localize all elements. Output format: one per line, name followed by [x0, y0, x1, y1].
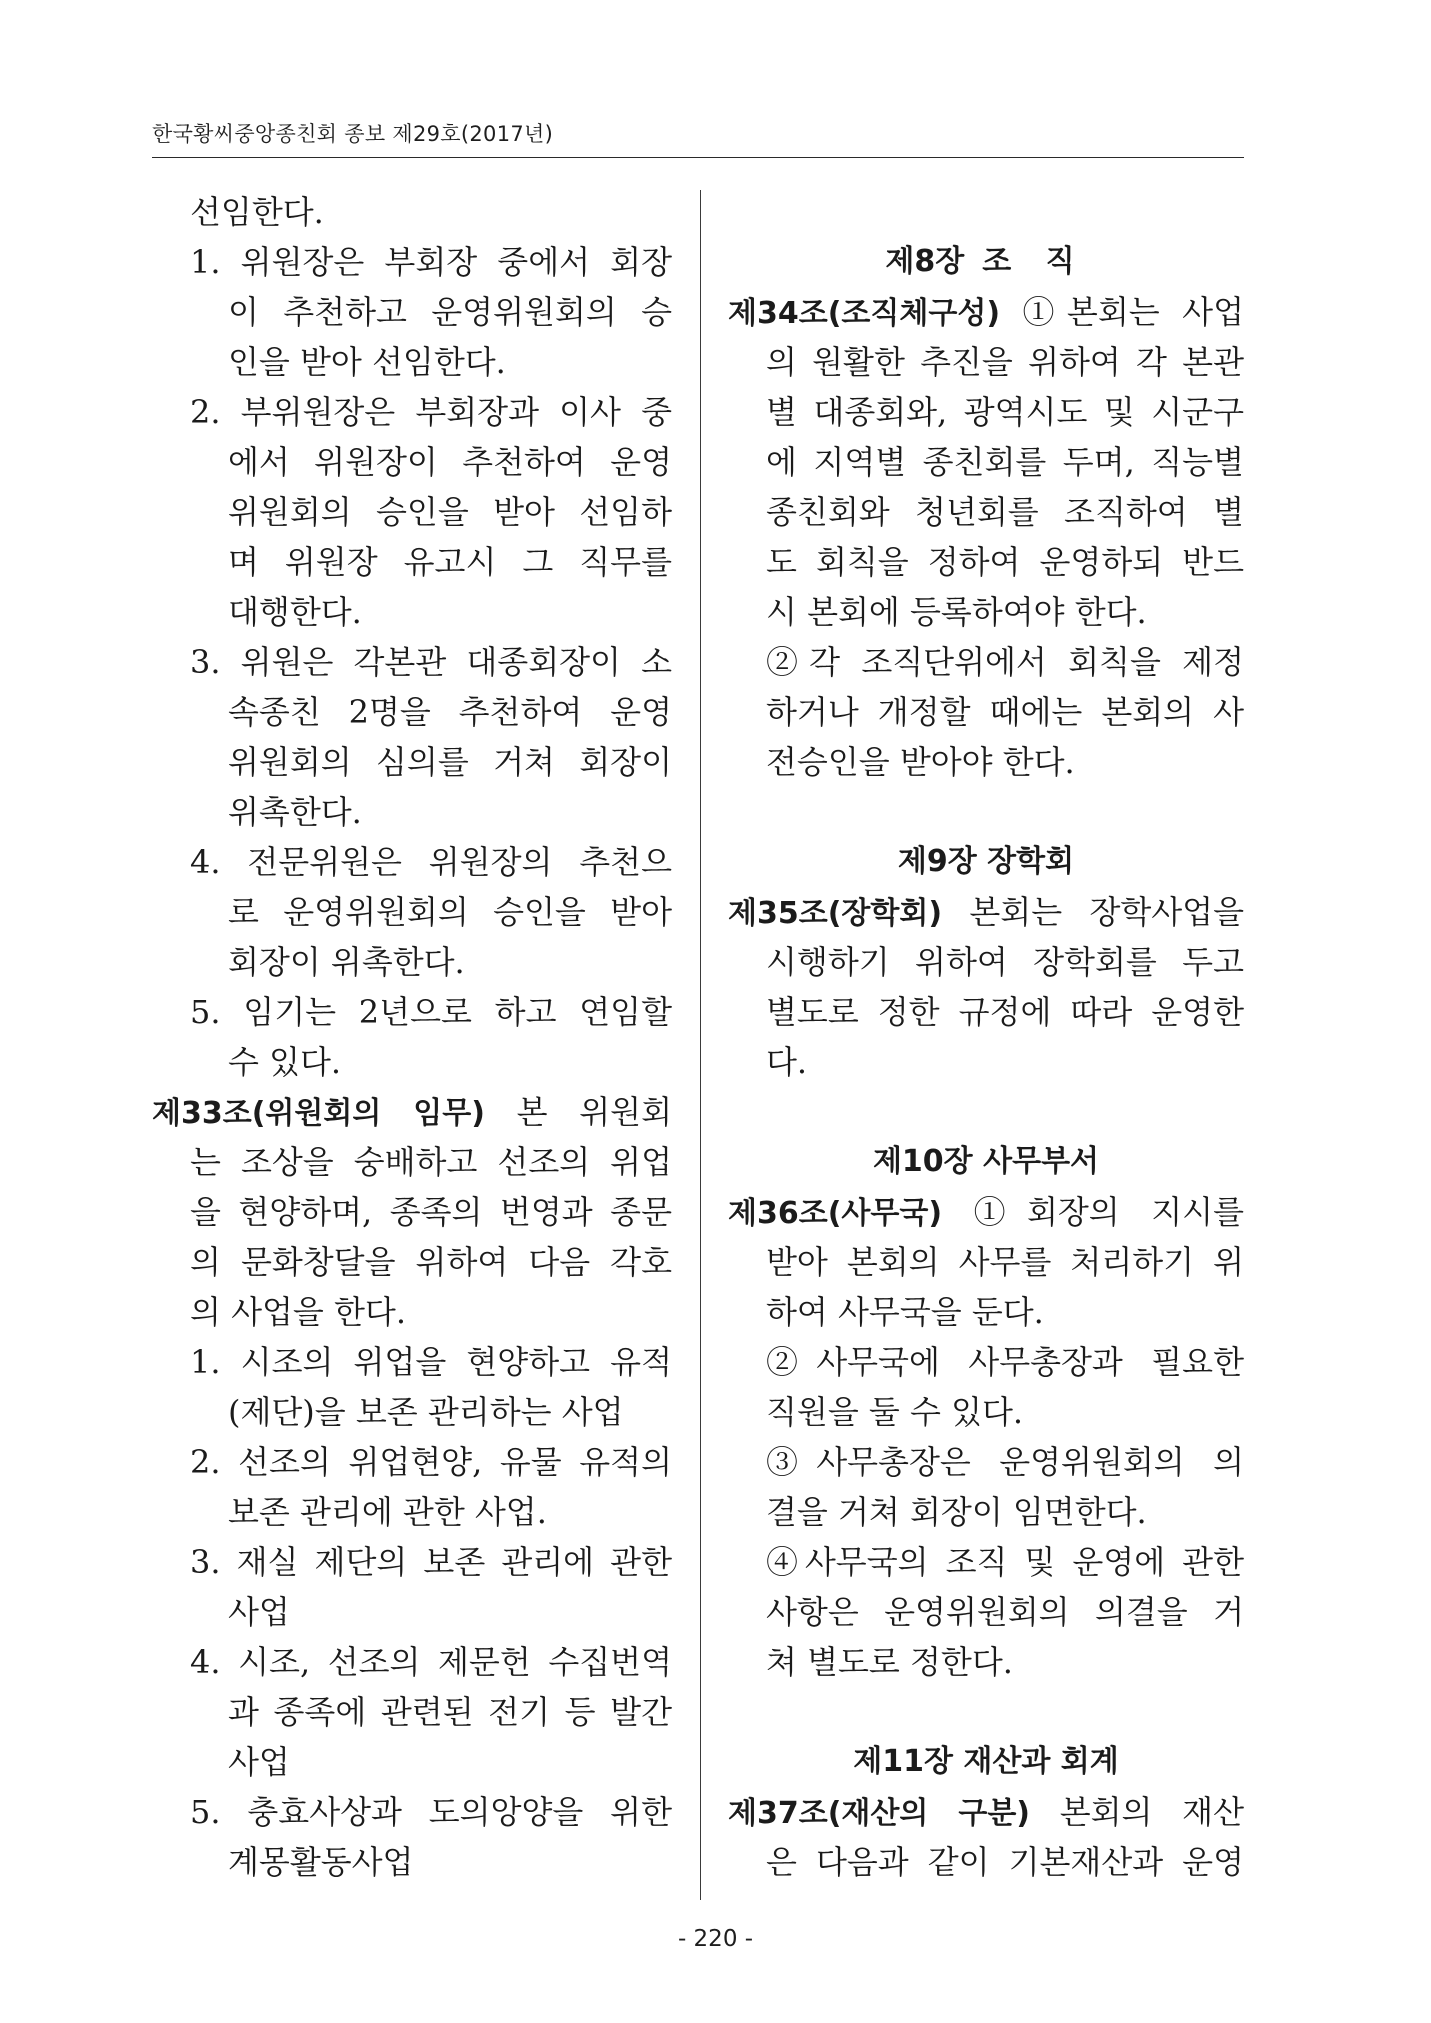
text-line: 대행한다. — [228, 593, 362, 631]
text-line: 쳐 별도로 정한다. — [766, 1643, 1013, 1681]
column-divider — [700, 190, 701, 1900]
article-36-paragraph-4 — [728, 1537, 1244, 1687]
right-column — [728, 187, 1244, 1887]
text-line: 회장이 위촉한다. — [228, 943, 465, 981]
numbered-item — [152, 1337, 672, 1437]
text-line: 다. — [766, 1043, 808, 1081]
article-34-body — [728, 337, 1244, 637]
text-line: 시행하기 위하여 장학회를 두고 — [766, 943, 1244, 981]
text-line: 별 대종회와, 광역시도 및 시군구 — [766, 393, 1244, 431]
committee-duties-list — [152, 1337, 672, 1887]
text-line: 4. 시조, 선조의 제문헌 수집번역 — [190, 1643, 672, 1681]
text-line: 직원을 둘 수 있다. — [766, 1393, 1024, 1431]
text-line: 1. 시조의 위업을 현양하고 유적 — [190, 1343, 672, 1381]
text-line: 사업 — [228, 1743, 290, 1781]
article-37 — [728, 1787, 1244, 1887]
text-line: 하여 사무국을 둔다. — [766, 1293, 1044, 1331]
numbered-item — [152, 987, 672, 1087]
article-34-paragraph-2 — [728, 637, 1244, 787]
member-appointment-list — [152, 237, 672, 1087]
numbered-item — [152, 1537, 672, 1637]
text-line: 시 본회에 등록하여야 한다. — [766, 593, 1147, 631]
numbered-item — [152, 1787, 672, 1887]
article-36-body — [728, 1237, 1244, 1337]
text-line: 도 회칙을 정하여 운영하되 반드 — [766, 543, 1244, 581]
text-line: 3. 재실 제단의 보존 관리에 관한 — [190, 1543, 672, 1581]
text-line: 이 추천하고 운영위원회의 승 — [228, 293, 672, 331]
text-line: 사항은 운영위원회의 의결을 거 — [766, 1593, 1244, 1631]
chapter-9-heading: 제9장 장학회 — [897, 844, 1075, 879]
text-line: 의 문화창달을 위하여 다음 각호 — [190, 1243, 672, 1281]
article-37-first-line-rest: 본회의 재산 — [1030, 1793, 1244, 1831]
text-line: 의 원활한 추진을 위하여 각 본관 — [766, 343, 1244, 381]
text-line: 에 지역별 종친회를 두며, 직능별 — [766, 443, 1244, 481]
text-line: ③사무총장은 운영위원회의 의 — [766, 1443, 1244, 1481]
article-33 — [152, 1087, 672, 1337]
article-35-body — [728, 937, 1244, 1087]
chapter-10-heading: 제10장 사무부서 — [872, 1144, 1100, 1179]
chapter-11-heading: 제11장 재산과 회계 — [853, 1744, 1119, 1779]
numbered-item — [152, 1437, 672, 1537]
numbered-item — [152, 237, 672, 387]
text-line: 위원회의 심의를 거쳐 회장이 — [228, 743, 672, 781]
text-line: 수 있다. — [228, 1043, 342, 1081]
text-line: 며 위원장 유고시 그 직무를 — [228, 543, 672, 581]
text-line: 보존 관리에 관한 사업. — [228, 1493, 547, 1531]
text-line: 종친회와 청년회를 조직하여 별 — [766, 493, 1244, 531]
numbered-item — [152, 637, 672, 837]
text-line: 속종친 2명을 추천하여 운영 — [228, 693, 672, 731]
chapter-8-title: 조 직 — [982, 244, 1087, 279]
text-line: 2. 선조의 위업현양, 유물 유적의 — [190, 1443, 672, 1481]
text-line: (제단)을 보존 관리하는 사업 — [228, 1393, 624, 1431]
chapter-8-heading — [728, 237, 1244, 287]
page-number: - 220 - — [677, 1926, 754, 1952]
numbered-item — [152, 1637, 672, 1787]
header-rule — [152, 157, 1244, 158]
article-34 — [728, 287, 1244, 787]
numbered-item — [152, 387, 672, 637]
text-line: 사업 — [228, 1593, 290, 1631]
article-35-first-line-rest: 본회는 장학사업을 — [942, 893, 1244, 931]
text-line: ②각 조직단위에서 회칙을 제정 — [766, 643, 1244, 681]
article-36-first-line-rest: ①회장의 지시를 — [942, 1193, 1244, 1231]
article-37-body — [728, 1837, 1244, 1887]
text-line: 별도로 정한 규정에 따라 운영한 — [766, 993, 1244, 1031]
article-36-label: 제36조(사무국) — [728, 1196, 943, 1231]
article-35 — [728, 887, 1244, 1087]
text-line: 위원회의 승인을 받아 선임하 — [228, 493, 672, 531]
article-35-label: 제35조(장학회) — [728, 896, 943, 931]
text-line: 전승인을 받아야 한다. — [766, 743, 1075, 781]
text-line: 로 운영위원회의 승인을 받아 — [228, 893, 672, 931]
article-33-first-line-rest: 본 위원회 — [484, 1093, 672, 1131]
text-line: 은 다음과 같이 기본재산과 운영 — [766, 1843, 1244, 1881]
text-line: 는 조상을 숭배하고 선조의 위업 — [190, 1143, 672, 1181]
text-line: ④사무국의 조직 및 운영에 관한 — [766, 1543, 1244, 1581]
article-34-label: 제34조(조직체구성) — [728, 296, 1001, 331]
text-line: 1. 위원장은 부회장 중에서 회장 — [190, 243, 672, 281]
text-line: 받아 본회의 사무를 처리하기 위 — [766, 1243, 1244, 1281]
text-line: 3. 위원은 각본관 대종회장이 소 — [190, 643, 672, 681]
chapter-8-number: 제8장 — [885, 244, 965, 279]
text-line: 5. 임기는 2년으로 하고 연임할 — [190, 993, 672, 1031]
article-37-label: 제37조(재산의 구분) — [728, 1796, 1031, 1831]
text-line: 선임한다. — [190, 193, 324, 231]
text-line: 2. 부위원장은 부회장과 이사 중 — [190, 393, 672, 431]
left-column — [152, 187, 672, 1887]
numbered-item — [152, 837, 672, 987]
text-line: 을 현양하며, 종족의 번영과 종문 — [190, 1193, 672, 1231]
text-line: 계몽활동사업 — [228, 1843, 414, 1881]
article-33-label: 제33조(위원회의 임무) — [152, 1096, 485, 1131]
article-33-body — [152, 1137, 672, 1337]
article-36-paragraph-2 — [728, 1337, 1244, 1437]
text-line: 5. 충효사상과 도의앙양을 위한 — [190, 1793, 672, 1831]
text-line: 결을 거쳐 회장이 임면한다. — [766, 1493, 1147, 1531]
text-line: 에서 위원장이 추천하여 운영 — [228, 443, 672, 481]
text-line: 하거나 개정할 때에는 본회의 사 — [766, 693, 1244, 731]
text-line: 인을 받아 선임한다. — [228, 343, 506, 381]
text-line: 위촉한다. — [228, 793, 362, 831]
article-36-paragraph-3 — [728, 1437, 1244, 1537]
text-line: ②사무국에 사무총장과 필요한 — [766, 1343, 1244, 1381]
text-line: 과 종족에 관련된 전기 등 발간 — [228, 1693, 672, 1731]
continuation-text — [152, 187, 672, 237]
text-line: 의 사업을 한다. — [190, 1293, 406, 1331]
text-line: 4. 전문위원은 위원장의 추천으 — [190, 843, 672, 881]
article-36 — [728, 1187, 1244, 1687]
running-header: 한국황씨중앙종친회 종보 제29호(2017년) — [152, 122, 554, 146]
article-34-first-line-rest: ①본회는 사업 — [1000, 293, 1244, 331]
